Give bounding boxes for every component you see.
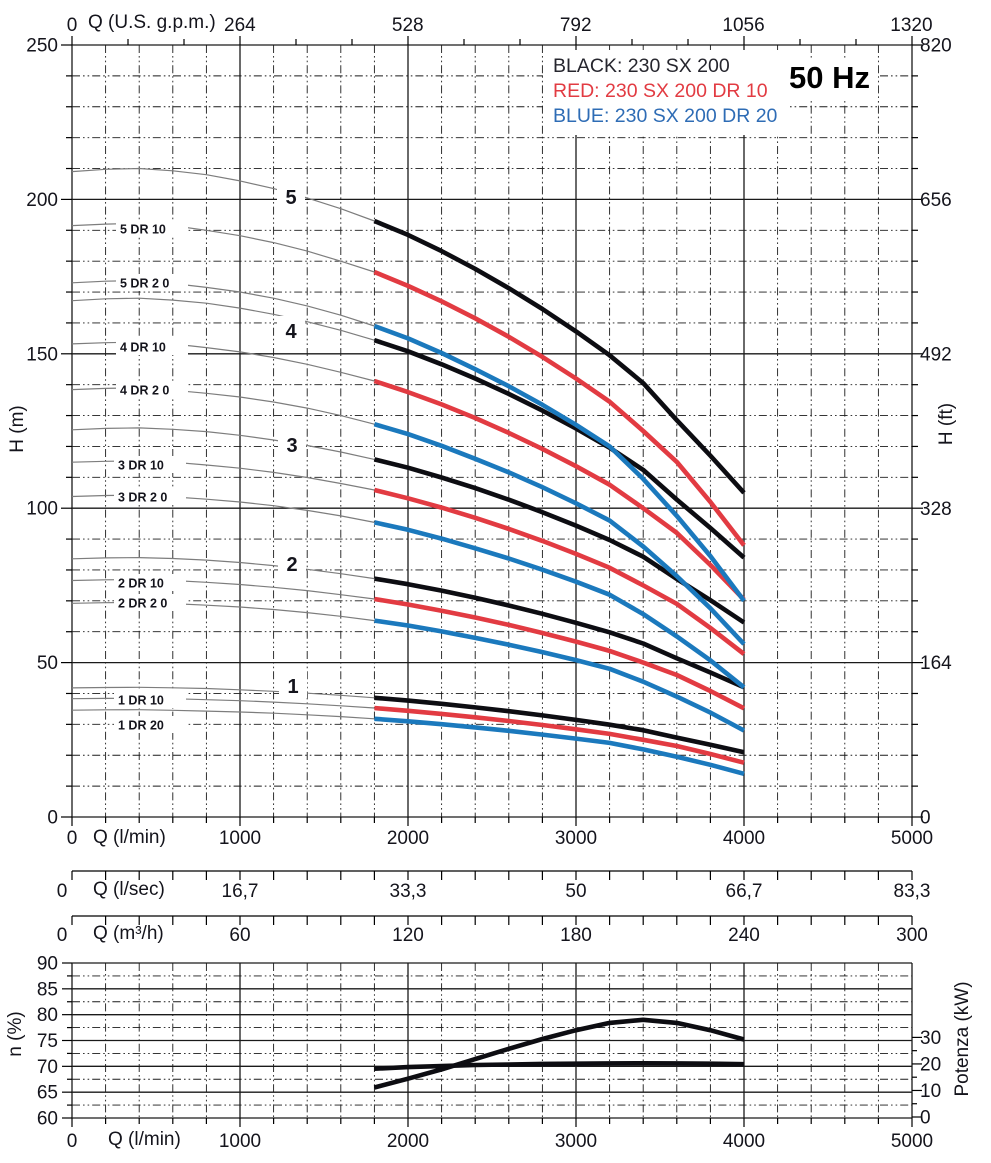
svg-text:20: 20 (920, 1054, 942, 1076)
svg-text:85: 85 (36, 979, 58, 1001)
efficiency-axis-unit-label: n (%) (5, 1011, 26, 1057)
svg-text:5000: 5000 (890, 1131, 934, 1152)
svg-text:120: 120 (392, 925, 424, 946)
frequency-badge: 50 Hz (781, 58, 878, 98)
svg-text:2 DR 10: 2 DR 10 (118, 576, 164, 591)
svg-text:492: 492 (920, 344, 952, 366)
svg-text:792: 792 (559, 15, 592, 36)
efficiency-chart-grid (72, 963, 912, 1118)
svg-text:200: 200 (26, 189, 58, 211)
top-axis-unit-label: Q (U.S. g.p.m.) (88, 12, 216, 33)
lsec-strip-axis (57, 871, 931, 902)
svg-text:0: 0 (47, 807, 58, 829)
svg-text:328: 328 (920, 498, 952, 520)
svg-text:0: 0 (66, 1131, 78, 1152)
left-axis-unit-label: H (m) (7, 405, 28, 453)
svg-text:180: 180 (560, 925, 592, 946)
svg-text:16,7: 16,7 (221, 881, 259, 902)
svg-text:80: 80 (36, 1005, 58, 1027)
curve-labels (114, 182, 307, 733)
svg-text:2: 2 (286, 554, 298, 576)
svg-text:100: 100 (26, 498, 58, 520)
svg-text:33,3: 33,3 (389, 881, 427, 902)
svg-text:3 DR 2 0: 3 DR 2 0 (118, 490, 168, 505)
svg-text:0: 0 (66, 15, 78, 36)
svg-text:150: 150 (26, 344, 58, 366)
svg-text:0: 0 (56, 925, 68, 946)
svg-text:2 DR 2 0: 2 DR 2 0 (118, 596, 168, 611)
lsec-axis-unit-label: Q (l/sec) (93, 879, 165, 900)
svg-text:60: 60 (36, 1108, 58, 1130)
svg-text:3000: 3000 (554, 1131, 598, 1152)
legend-item-blue: BLUE: 230 SX 200 DR 20 (553, 105, 778, 127)
svg-text:0: 0 (56, 881, 68, 902)
svg-text:66,7: 66,7 (725, 881, 763, 902)
svg-text:1056: 1056 (722, 15, 765, 36)
svg-text:1000: 1000 (218, 1131, 262, 1152)
svg-text:528: 528 (391, 15, 424, 36)
svg-text:30: 30 (920, 1027, 942, 1049)
svg-text:1320: 1320 (890, 15, 933, 36)
svg-text:50: 50 (36, 653, 58, 675)
svg-text:1: 1 (287, 676, 299, 698)
svg-text:3: 3 (286, 435, 298, 457)
curve-color-legend (543, 50, 787, 135)
svg-text:4 DR 2 0: 4 DR 2 0 (120, 383, 170, 398)
svg-text:250: 250 (26, 35, 58, 57)
svg-text:90: 90 (36, 953, 58, 975)
power-axis-unit-label: Potenza (kW) (952, 981, 973, 1097)
svg-text:820: 820 (920, 35, 952, 57)
svg-text:656: 656 (920, 190, 952, 212)
svg-text:5: 5 (285, 187, 297, 209)
svg-text:164: 164 (920, 653, 952, 675)
svg-text:0: 0 (920, 1107, 931, 1129)
svg-text:3000: 3000 (554, 828, 598, 849)
svg-text:0: 0 (920, 807, 931, 829)
svg-text:2000: 2000 (386, 828, 430, 849)
svg-text:4 DR 10: 4 DR 10 (120, 340, 166, 355)
svg-text:240: 240 (728, 925, 760, 946)
svg-text:4000: 4000 (722, 1131, 766, 1152)
bottom-chart-x-unit-label: Q (l/min) (108, 1129, 181, 1150)
svg-text:70: 70 (36, 1056, 58, 1078)
lmin-axis-unit-label: Q (l/min) (93, 827, 166, 848)
svg-text:5 DR 10: 5 DR 10 (120, 222, 166, 237)
svg-text:10: 10 (920, 1080, 942, 1102)
svg-text:83,3: 83,3 (893, 881, 931, 902)
legend-item-black: BLACK: 230 SX 200 (553, 55, 730, 77)
svg-text:4: 4 (285, 321, 297, 343)
svg-text:4000: 4000 (722, 828, 766, 849)
svg-text:1 DR 10: 1 DR 10 (118, 693, 164, 708)
svg-text:2000: 2000 (386, 1131, 430, 1152)
svg-text:50: 50 (565, 881, 587, 902)
m3h-axis-unit-label: Q (m³/h) (93, 923, 164, 944)
svg-text:3 DR 10: 3 DR 10 (118, 458, 164, 473)
svg-text:1 DR 20: 1 DR 20 (118, 718, 164, 733)
svg-text:5000: 5000 (890, 828, 934, 849)
svg-text:264: 264 (224, 15, 256, 36)
legend-item-red: RED: 230 SX 200 DR 10 (553, 80, 768, 102)
svg-text:0: 0 (66, 828, 78, 849)
svg-text:300: 300 (896, 925, 928, 946)
svg-text:60: 60 (229, 925, 251, 946)
svg-text:75: 75 (36, 1031, 58, 1052)
right-axis-unit-label: H (ft) (936, 402, 957, 446)
svg-text:65: 65 (36, 1082, 58, 1104)
m3h-strip-axis (57, 916, 928, 946)
svg-text:1000: 1000 (218, 828, 262, 849)
svg-text:5 DR 2 0: 5 DR 2 0 (120, 276, 170, 291)
